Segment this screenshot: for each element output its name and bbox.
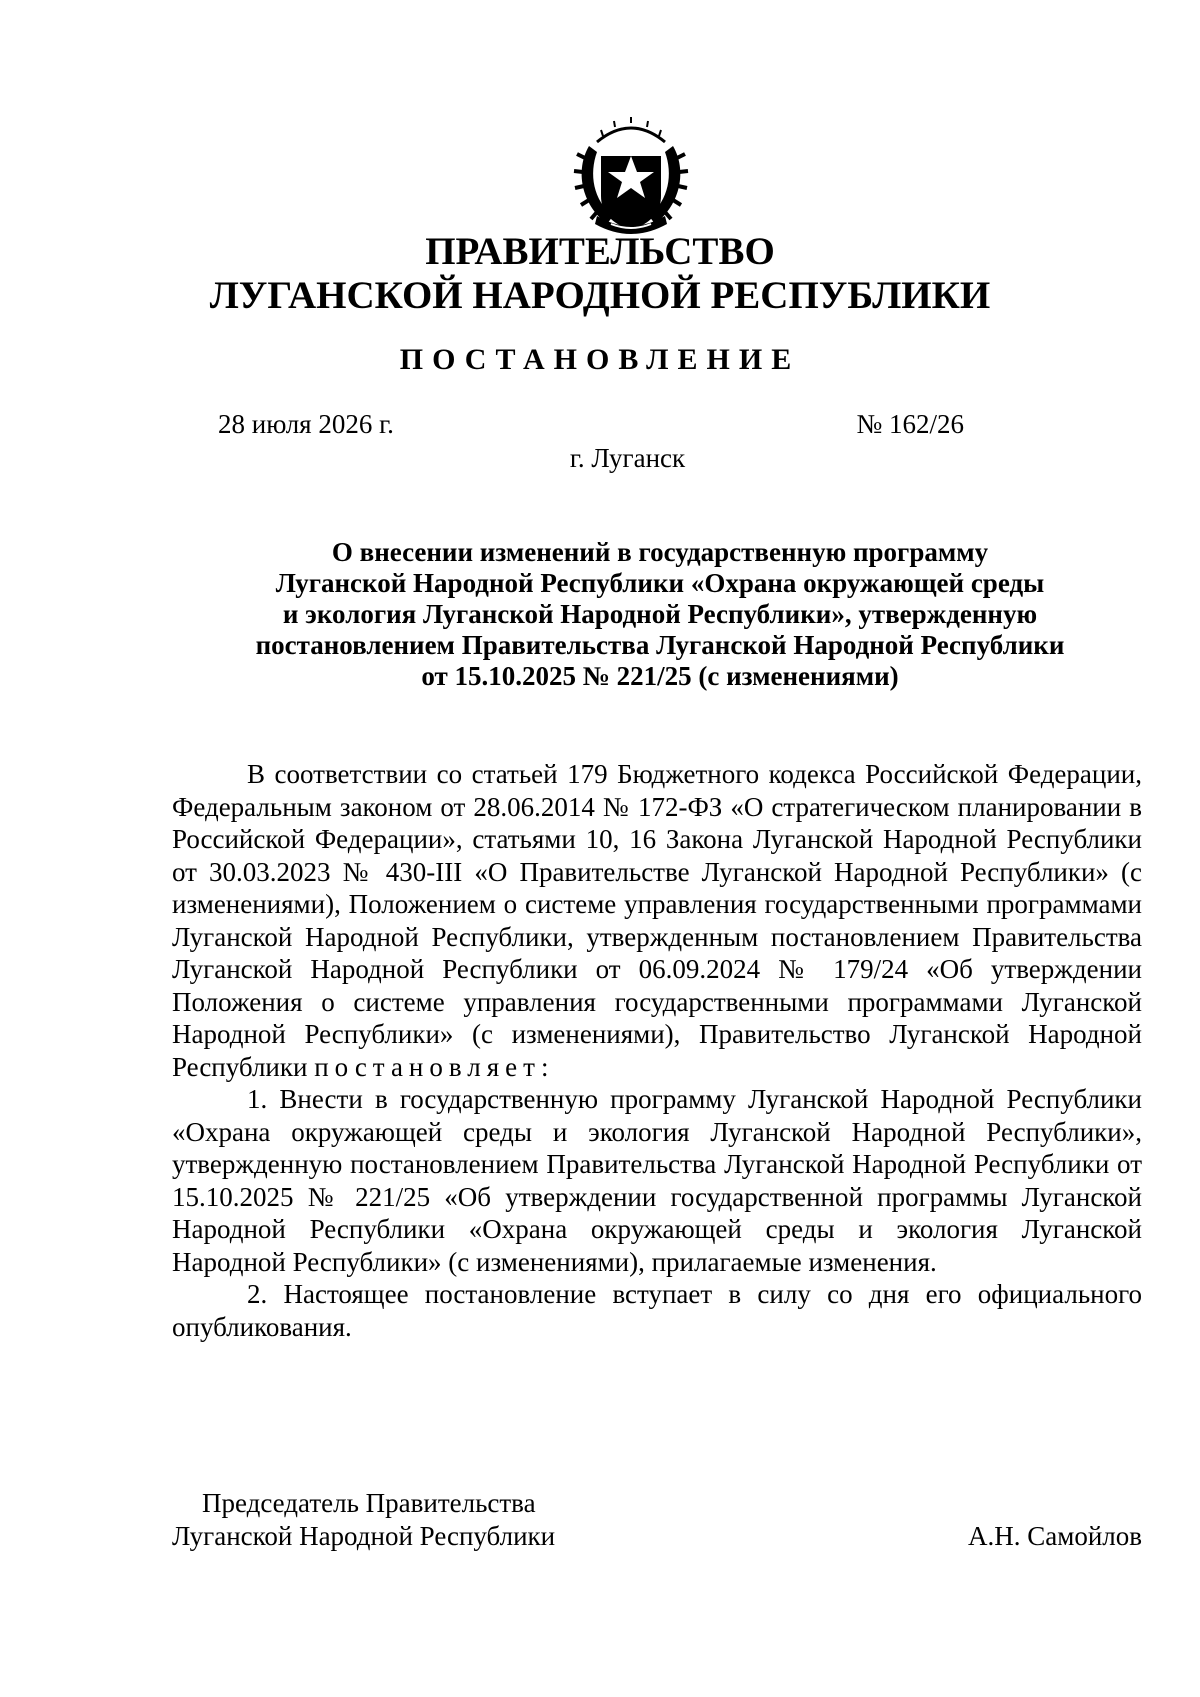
document-date: 28 июля 2026 г. — [218, 409, 394, 439]
item-1-paragraph: 1. Внести в государственную программу Луганской Народной Республики «Охрана окружающей среды и экология Луганской Народной Республики», утвержденную постановлением Правительства Луганской Народной Республики от 15.10.2025 № 221/25 «Об утверждении государственной программы Луганской Народной Республики «Охрана окружающей среды и экология Луганской Народной Республики» (с изменениями), прилагаемые изменения. — [172, 1084, 1142, 1277]
document-city: г. Луганск — [569, 443, 686, 473]
government-name-line1: ПРАВИТЕЛЬСТВО — [425, 230, 775, 273]
title-line: постановлением Правительства Луганской Народной Республики — [255, 630, 1065, 660]
lnr-coat-of-arms-icon — [567, 112, 695, 240]
title-line: Луганской Народной Республики «Охрана окружающей среды — [275, 568, 1045, 598]
preamble-paragraph — [172, 758, 1142, 1083]
signatory-title — [172, 1487, 555, 1553]
document-title — [200, 537, 1120, 692]
government-name-line2: ЛУГАНСКОЙ НАРОДНОЙ РЕСПУБЛИКИ — [209, 274, 991, 317]
signatory-name: А.Н. Самойлов — [968, 1521, 1142, 1551]
title-line: О внесении изменений в государственную программу — [331, 537, 989, 567]
document-body — [172, 758, 1142, 1343]
decree-word: постановляет: — [314, 1051, 555, 1082]
signatory-title-line2: Луганской Народной Республики — [172, 1521, 556, 1551]
document-number: № 162/26 — [856, 409, 964, 439]
preamble-text: В соответствии со статьей 179 Бюджетного кодекса Российской Федерации, Федеральным законом от 28.06.2014 № 172-ФЗ «О стратегическом планировании в Российской Федерации», статьями 10, 16 Закона Луганской Народной Республики от 30.03.2023 № 430-III «О Правительстве Луганской Народной Республики» (с изменениями), Положением о системе управления государственными программами Луганской Народной Республики, утвержденным постановлением Правительства Луганской Народной Республики от 06.09.2024 № 179/24 «Об утверждении Положения о системе управления государственными программами Луганской Народной Республики» (с изменениями), Правительство Луганской Народной Республики — [172, 759, 1142, 1082]
title-line: от 15.10.2025 № 221/25 (с изменениями) — [421, 661, 899, 691]
item-2-paragraph: 2. Настоящее постановление вступает в силу со дня его официального опубликования. — [172, 1279, 1142, 1342]
document-type: ПОСТАНОВЛЕНИЕ — [399, 343, 801, 376]
title-line: и экология Луганской Народной Республики», утвержденную — [282, 599, 1038, 629]
signatory-title-line1: Председатель Правительства — [202, 1488, 536, 1518]
